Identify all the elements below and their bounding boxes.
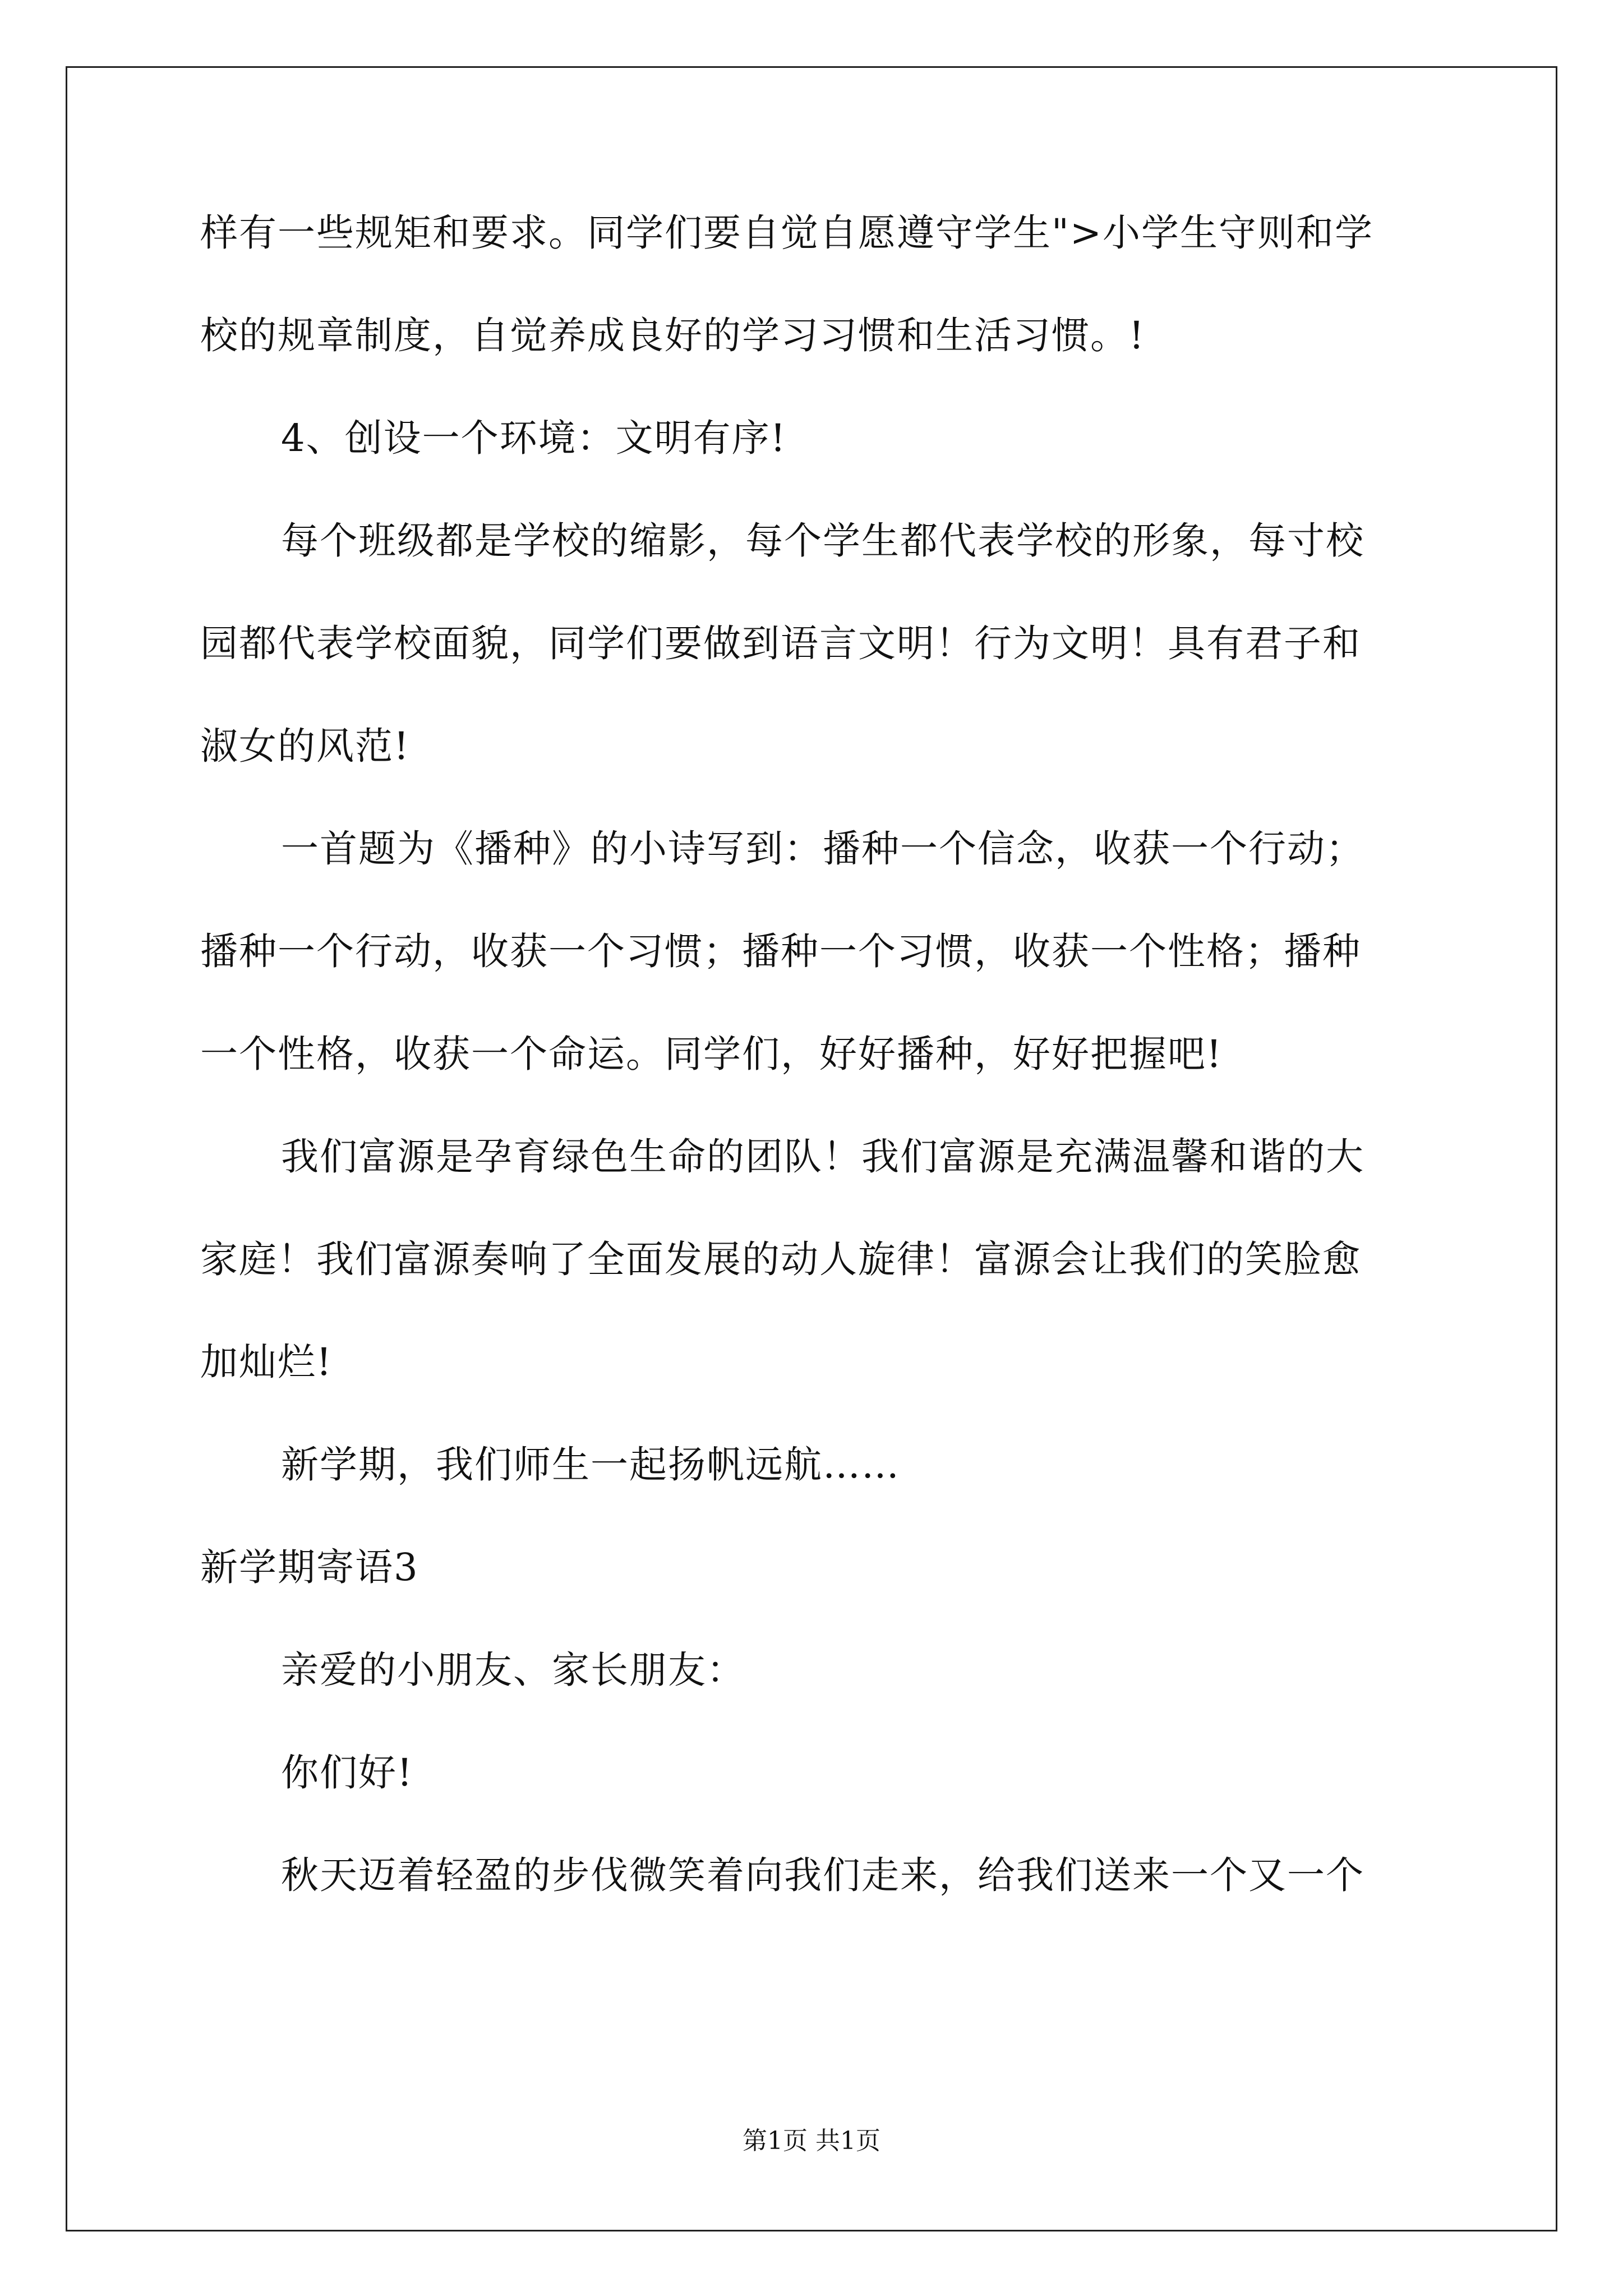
paragraph-line: 园都代表学校面貌，同学们要做到语言文明！行为文明！具有君子和 xyxy=(200,622,1361,665)
paragraph-line: 一首题为《播种》的小诗写到：播种一个信念，收获一个行动； xyxy=(281,827,1364,871)
paragraph-line: 秋天迈着轻盈的步伐微笑着向我们走来，给我们送来一个又一个 xyxy=(281,1853,1364,1897)
paragraph-line: 家庭！我们富源奏响了全面发展的动人旋律！富源会让我们的笑脸愈 xyxy=(200,1237,1361,1281)
paragraph-line: 淑女的风范! xyxy=(200,724,410,768)
paragraph-line: 校的规章制度，自觉养成良好的学习习惯和生活习惯。! xyxy=(200,314,1145,357)
paragraph-line: 我们富源是孕育绿色生命的团队！我们富源是充满温馨和谐的大 xyxy=(281,1135,1364,1179)
article-title: 新学期寄语3 xyxy=(200,1545,419,1589)
section-heading: 4、创设一个环境：文明有序! xyxy=(281,416,787,460)
salutation: 亲爱的小朋友、家长朋友： xyxy=(281,1648,745,1692)
paragraph-line: 加灿烂! xyxy=(200,1340,333,1384)
paragraph-line: 播种一个行动，收获一个习惯；播种一个习惯，收获一个性格；播种 xyxy=(200,930,1361,973)
paragraph-line: 样有一些规矩和要求。同学们要自觉自愿遵守学生">小学生守则和学 xyxy=(200,211,1373,255)
paragraph-line: 每个班级都是学校的缩影，每个学生都代表学校的形象，每寸校 xyxy=(281,519,1364,563)
paragraph-line: 一个性格，收获一个命运。同学们，好好播种，好好把握吧! xyxy=(200,1032,1223,1076)
page-footer: 第1页 共1页 xyxy=(743,2127,880,2155)
paragraph-line: 新学期，我们师生一起扬帆远航…… xyxy=(281,1443,900,1487)
greeting: 你们好! xyxy=(281,1751,413,1795)
